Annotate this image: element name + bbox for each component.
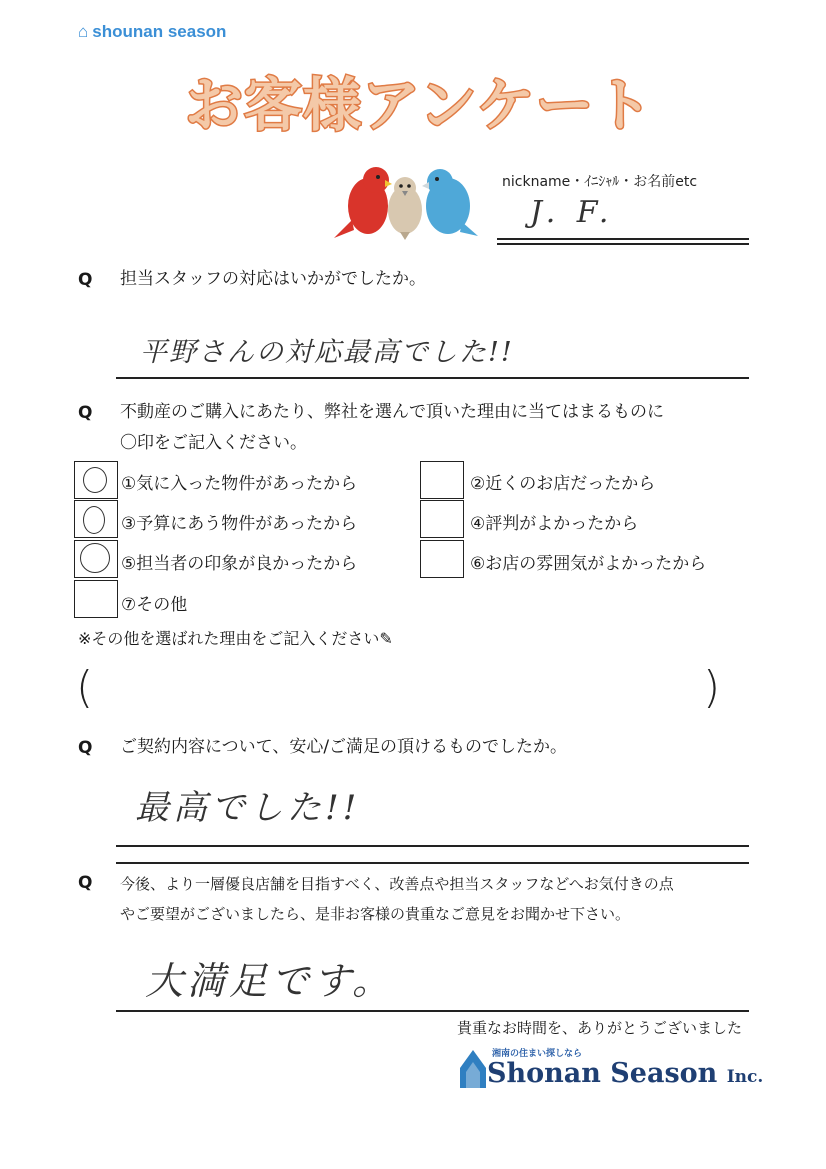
q3-text: ご契約内容について、安心/ご満足の頂けるものでしたか。 <box>120 737 568 757</box>
option-6-label: ⑥お店の雰囲気がよかったから <box>470 554 707 574</box>
option-1-label: ①気に入った物件があったから <box>121 474 358 494</box>
option-7-checkbox[interactable] <box>74 580 118 618</box>
q3-answer-line <box>116 845 749 847</box>
q4-text-line2: やご要望がございましたら、是非お客様の貴重なご意見をお聞かせ下さい。 <box>120 905 631 923</box>
other-paren-close: ) <box>703 662 721 713</box>
option-3-checkbox[interactable] <box>74 500 118 538</box>
q3-answer: 最高でした!! <box>135 788 361 828</box>
house-logo-icon <box>458 1046 488 1090</box>
nickname-underline-2 <box>497 243 749 245</box>
birds-illustration <box>330 160 480 244</box>
company-logo <box>487 1058 763 1089</box>
page-title: お客様アンケート <box>185 71 654 139</box>
option-5-label: ⑤担当者の印象が良かったから <box>121 554 358 574</box>
circle-mark <box>83 506 105 534</box>
q4-answer: 大満足です。 <box>145 959 394 1003</box>
option-4-checkbox[interactable] <box>420 500 464 538</box>
option-7-label: ⑦その他 <box>121 595 188 615</box>
logo-tagline: 湘南の住まい探しなら <box>492 1049 583 1059</box>
q2-marker: Q <box>78 403 93 423</box>
brand-header <box>78 22 226 42</box>
option-3-label: ③予算にあう物件があったから <box>121 514 358 534</box>
q1-answer: 平野さんの対応最高でした!! <box>140 337 514 368</box>
red-bird-icon <box>334 167 392 238</box>
q1-answer-line <box>116 377 749 379</box>
house-icon: ⌂ <box>78 22 89 41</box>
q2-text-line1: 不動産のご購入にあたり、弊社を選んで頂いた理由に当てはまるものに <box>120 402 664 422</box>
q4-text-line1: 今後、より一層優良店舗を目指すべく、改善点や担当スタッフなどへお気付きの点 <box>120 875 674 893</box>
q1-marker: Q <box>78 270 93 290</box>
nickname-underline <box>497 238 749 240</box>
q4-answer-line <box>116 1010 749 1012</box>
logo-name: Shonan Season <box>487 1058 718 1089</box>
q4-marker: Q <box>78 873 93 893</box>
other-reason-note: ※その他を選ばれた理由をご記入ください✎ <box>78 629 393 648</box>
blue-bird-icon <box>422 169 478 236</box>
brand-name: shounan season <box>92 22 227 41</box>
option-2-checkbox[interactable] <box>420 461 464 499</box>
other-paren-open: ( <box>76 662 94 713</box>
thanks-message: 貴重なお時間を、ありがとうございました <box>456 1019 742 1037</box>
option-6-checkbox[interactable] <box>420 540 464 578</box>
q1-text: 担当スタッフの対応はいかがでしたか。 <box>120 269 426 289</box>
logo-suffix: Inc. <box>726 1067 764 1087</box>
nickname-label: nickname・ｲﾆｼｬﾙ・お名前etc <box>502 174 698 190</box>
nickname-value: J. F. <box>530 195 615 230</box>
circle-mark <box>83 467 107 493</box>
circle-mark <box>80 543 110 573</box>
option-2-label: ②近くのお店だったから <box>470 474 656 494</box>
q4-top-line <box>116 862 749 864</box>
beige-bird-icon <box>388 177 422 240</box>
q2-text-line2: 〇印をご記入ください。 <box>120 433 307 453</box>
option-4-label: ④評判がよかったから <box>470 514 639 534</box>
option-5-checkbox[interactable] <box>74 540 118 578</box>
q3-marker: Q <box>78 738 93 758</box>
option-1-checkbox[interactable] <box>74 461 118 499</box>
